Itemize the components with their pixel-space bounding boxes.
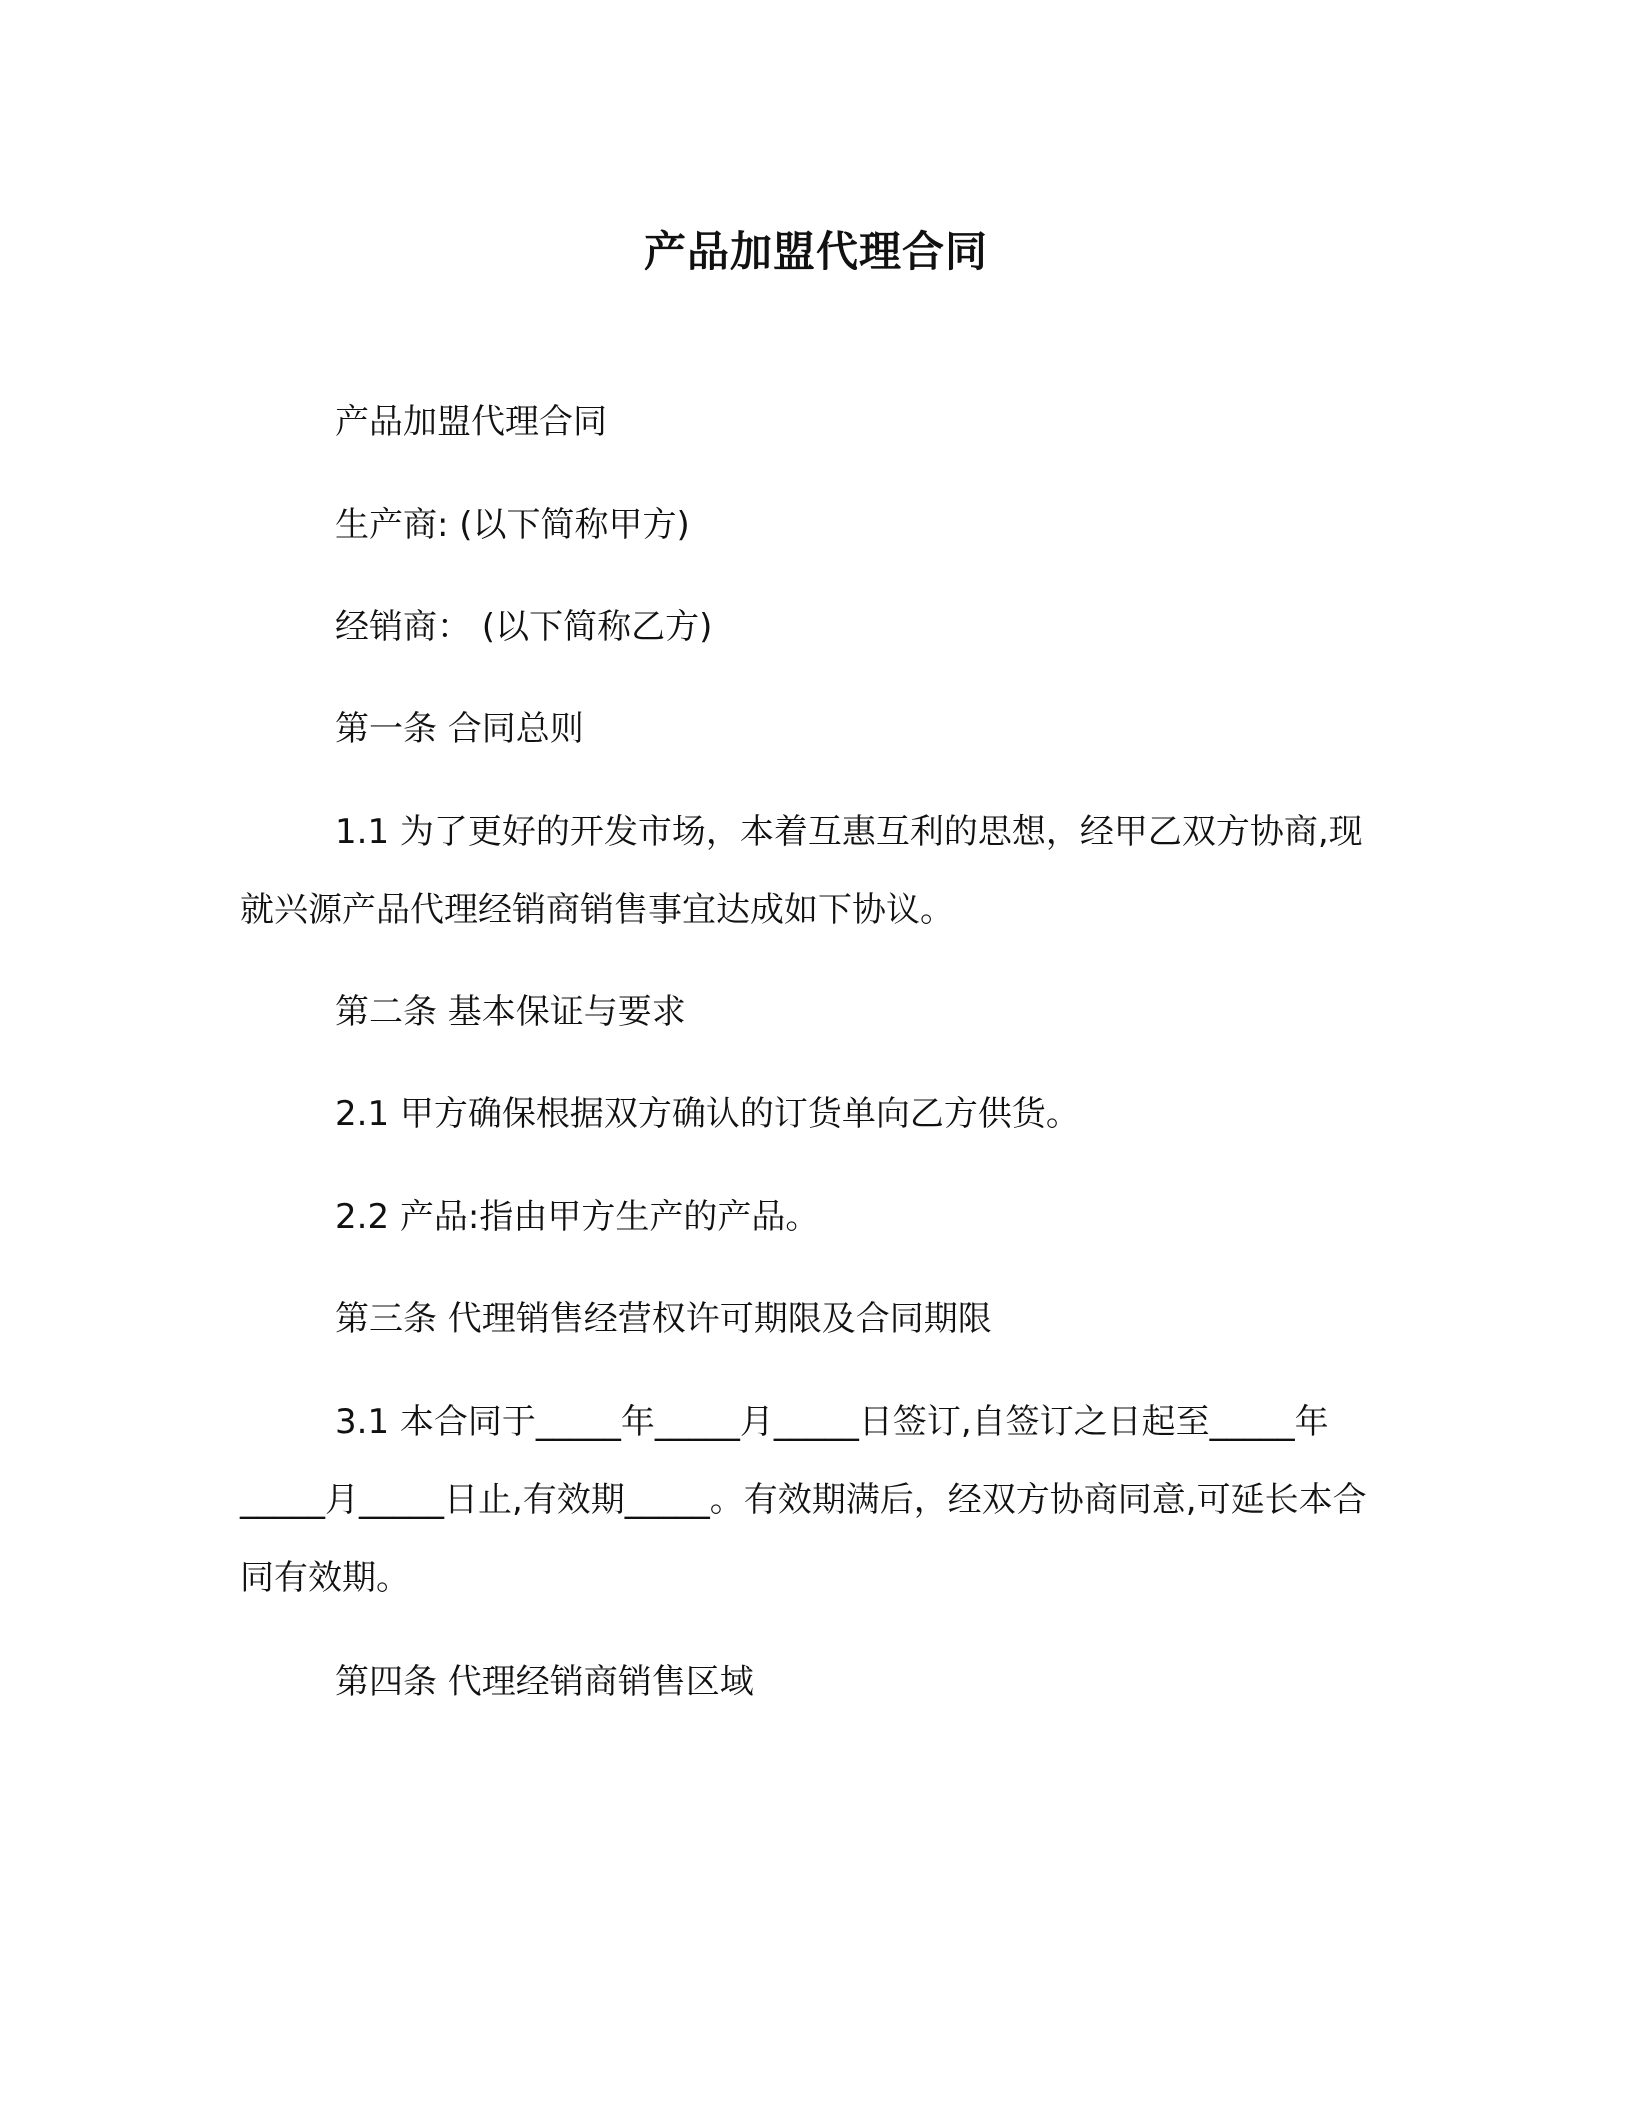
paragraph-clause-2-1: 2.1 甲方确保根据双方确认的订货单向乙方供货。 <box>335 1094 1080 1134</box>
document-title: 产品加盟代理合同 <box>643 227 988 276</box>
heading-article-4: 第四条 代理经销商销售区域 <box>335 1662 754 1702</box>
paragraph-distributor: 经销商： (以下简称乙方) <box>335 607 713 647</box>
paragraph-manufacturer: 生产商: (以下简称甲方) <box>335 505 690 545</box>
heading-article-3: 第三条 代理销售经营权许可期限及合同期限 <box>335 1299 992 1339</box>
paragraph-clause-2-2: 2.2 产品:指由甲方生产的产品。 <box>335 1197 820 1237</box>
paragraph-contract-name: 产品加盟代理合同 <box>335 402 607 442</box>
heading-article-2: 第二条 基本保证与要求 <box>335 992 686 1032</box>
heading-article-1: 第一条 合同总则 <box>335 709 584 749</box>
paragraph-clause-3-1: 3.1 本合同于_____年_____月_____日签订,自签订之日起至_____年_____月_____日止,有效期_____。有效期满后，经双方协商同意,可延长本合同有效期。 <box>240 1402 1367 1598</box>
paragraph-clause-1-1: 1.1 为了更好的开发市场，本着互惠互利的思想，经甲乙双方协商,现就兴源产品代理经销商销售事宜达成如下协议。 <box>240 812 1363 930</box>
